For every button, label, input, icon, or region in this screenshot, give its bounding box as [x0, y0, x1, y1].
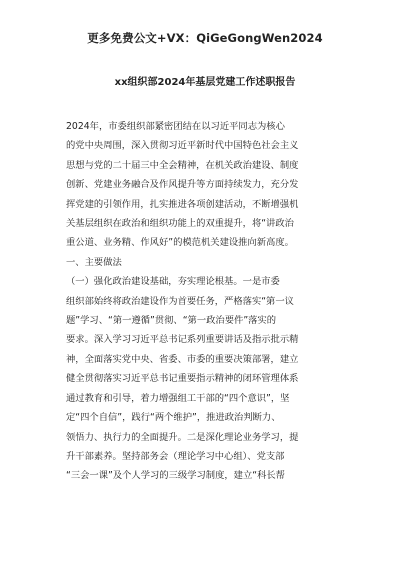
body-line: 2024年，市委组织部紧密团结在以习近平同志为核心 [66, 121, 285, 132]
body-line: 创新、党建业务融合及作风提升等方面持续发力，充分发 [66, 179, 299, 191]
body-line: 健全贯彻落实习近平总书记重要指示精神的闭环管理体系 [66, 373, 299, 385]
body-line: “三会一课”及个人学习的三级学习制度，建立“科长帮 [66, 470, 285, 482]
body-line: （一）强化政治建设基础，夯实理论根基。一是市委 [66, 276, 280, 288]
body-line: 通过教育和引导，着力增强组工干部的“四个意识”，坚 [66, 392, 290, 404]
body-line: 思想与党的二十届三中全会精神，在机关政治建设、制度 [66, 159, 299, 171]
body-line: 重公道、业务精、作风好”的模范机关建设推向新高度。 [66, 237, 294, 249]
body-line: 升干部素养。坚持部务会（理论学习中心组）、党支部 [66, 450, 285, 462]
body-line: 关基层组织在政治和组织功能上的双重提升，将“讲政治 [66, 218, 294, 230]
body-line: 定“四个自信”，践行“两个维护”，推进政治判断力、 [66, 412, 281, 424]
section-heading: 一、主要做法 [66, 256, 122, 268]
body-line: 领悟力、执行力的全面提升。二是深化理论业务学习，提 [66, 431, 299, 443]
body-line: 题”学习、“第一遵循”贯彻、“第一政治要件”落实的 [66, 315, 277, 327]
document-title: xx组织部2024年基层党建工作述职报告 [114, 77, 296, 88]
body-line: 组织部始终将政治建设作为首要任务，严格落实“第一议 [66, 295, 294, 307]
document-body [66, 117, 358, 486]
body-line: 挥党建的引领作用，扎实推进各项创建活动，不断增强机 [66, 198, 299, 210]
body-line: 的党中央周围，深入贯彻习近平新时代中国特色社会主义 [66, 140, 299, 152]
body-line: 神，全面落实党中央、省委、市委的重要决策部署，建立 [66, 353, 299, 365]
promo-header: 更多免费公文+VX：QiGeGongWen2024 [87, 31, 323, 45]
body-line: 要求。深入学习习近平总书记系列重要讲话及指示批示精 [66, 334, 299, 346]
